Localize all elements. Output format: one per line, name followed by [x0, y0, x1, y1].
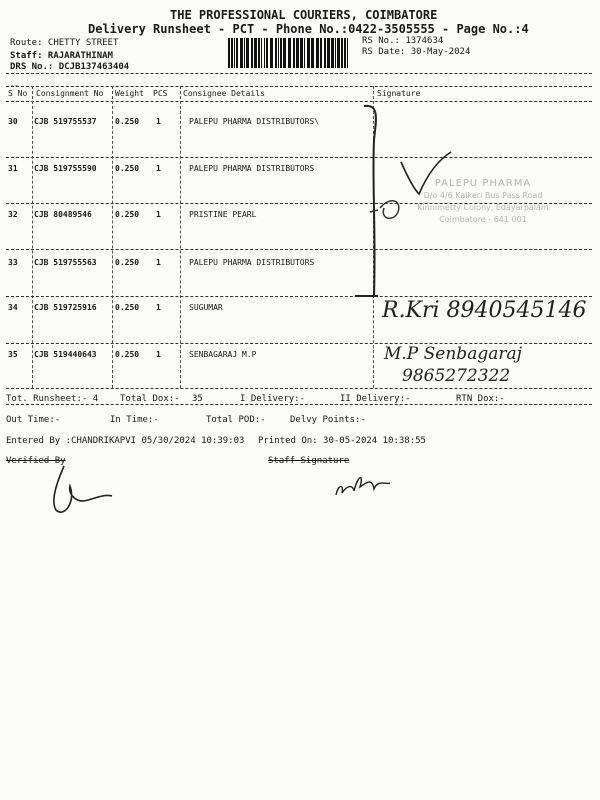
- staff-signature-label: Staff Signature: [268, 456, 350, 466]
- in-time: In Time:-: [110, 415, 159, 425]
- stamp-line: Kinnimetty Colony, Edayarpalam: [417, 203, 549, 212]
- staff-label: Staff: RAJARATHINAM: [10, 51, 113, 61]
- divider: [6, 404, 592, 405]
- staff-signature: [330, 465, 400, 505]
- drs-number: DRS No.: DCJB137463404: [10, 62, 130, 72]
- first-delivery: I Delivery:-: [240, 394, 306, 404]
- row-divider: [6, 157, 592, 158]
- verified-by-label: Verified By: [6, 456, 66, 466]
- row-sno: 34: [8, 303, 18, 312]
- row-pcs: 1: [156, 117, 161, 126]
- divider: [6, 101, 592, 102]
- row-sno: 30: [8, 117, 18, 126]
- handwritten-phone-row34: R.Kri 8940545146: [382, 298, 587, 323]
- runsheet-title: Delivery Runsheet - PCT - Phone No.:0422-3505555 - Page No.:4: [88, 22, 529, 36]
- printed-on: Printed On: 30-05-2024 10:38:55: [258, 436, 426, 446]
- row-weight: 0.250: [115, 164, 140, 173]
- total-dox-label: Total Dox:-: [120, 394, 180, 404]
- col-consignee-header: Consignee Details: [183, 89, 265, 98]
- row-consignment: CJB 80489546: [34, 210, 92, 219]
- row-consignment: CJB 519755590: [34, 164, 97, 173]
- handwritten-bracket-signature: [350, 100, 420, 300]
- rs-number: RS No.: 1374634: [362, 36, 444, 46]
- row-consignee: PALEPU PHARMA DISTRIBUTORS: [189, 164, 315, 173]
- row-divider: [6, 296, 592, 297]
- page-mark: --: [10, 82, 19, 90]
- row-pcs: 1: [156, 258, 161, 267]
- handwritten-phone-row35: 9865272322: [402, 366, 511, 386]
- col-weight-header: Weight: [115, 89, 144, 98]
- route-label: Route: CHETTY STREET: [10, 38, 119, 48]
- handwritten-name-row35: M.P Senbagaraj: [384, 344, 522, 364]
- row-consignee: SENBAGARAJ M.P: [189, 350, 257, 359]
- company-name: THE PROFESSIONAL COURIERS, COIMBATORE: [170, 8, 438, 22]
- entered-by: Entered By :CHANDRIKAPVI 05/30/2024 10:39:03: [6, 436, 245, 446]
- row-sno: 32: [8, 210, 18, 219]
- col-consignment-header: Consignment No: [36, 89, 104, 98]
- row-sno: 31: [8, 164, 18, 173]
- row-consignee: PALEPU PHARMA DISTRIBUTORS: [189, 258, 315, 267]
- row-sno: 35: [8, 350, 18, 359]
- row-consignee: SUGUMAR: [189, 303, 223, 312]
- rtn-dox: RTN Dox:-: [456, 394, 505, 404]
- divider: [6, 388, 592, 389]
- delvy-points: Delvy Points:-: [290, 415, 366, 425]
- row-weight: 0.250: [115, 303, 140, 312]
- barcode-icon: [228, 38, 352, 68]
- divider: [6, 86, 592, 87]
- total-pod: Total POD:-: [206, 415, 266, 425]
- row-pcs: 1: [156, 164, 161, 173]
- row-weight: 0.250: [115, 117, 140, 126]
- row-weight: 0.250: [115, 210, 140, 219]
- row-consignment: CJB 519725916: [34, 303, 97, 312]
- stamp-line: Coimbatore - 641 001: [439, 215, 527, 224]
- divider: [6, 73, 592, 74]
- stamp-line: D/o 4/6 Kalkeri Bus Pass Road: [423, 191, 543, 200]
- total-runsheet: Tot. Runsheet:- 4: [6, 394, 99, 404]
- row-pcs: 1: [156, 350, 161, 359]
- out-time: Out Time:-: [6, 415, 61, 425]
- second-delivery: II Delivery:-: [340, 394, 411, 404]
- stamp-line: PALEPU PHARMA: [434, 178, 532, 189]
- row-consignment: CJB 519440643: [34, 350, 97, 359]
- row-pcs: 1: [156, 210, 161, 219]
- row-divider: [6, 249, 592, 250]
- verified-signature: [40, 460, 120, 520]
- row-sno: 33: [8, 258, 18, 267]
- row-consignee: PALEPU PHARMA DISTRIBUTORS\: [189, 117, 320, 126]
- col-sno-header: S No: [8, 89, 28, 98]
- col-pcs-header: PCS: [153, 89, 168, 98]
- row-weight: 0.250: [115, 350, 140, 359]
- row-consignment: CJB 519755563: [34, 258, 97, 267]
- row-consignee: PRISTINE PEARL: [189, 210, 257, 219]
- row-consignment: CJB 519755537: [34, 117, 97, 126]
- col-signature-header: Signature: [377, 89, 421, 98]
- rs-date: RS Date: 30-May-2024: [362, 47, 471, 57]
- total-dox-count: 35: [192, 394, 203, 404]
- handwritten-tick-signature: [395, 150, 455, 200]
- row-weight: 0.250: [115, 258, 140, 267]
- row-pcs: 1: [156, 303, 161, 312]
